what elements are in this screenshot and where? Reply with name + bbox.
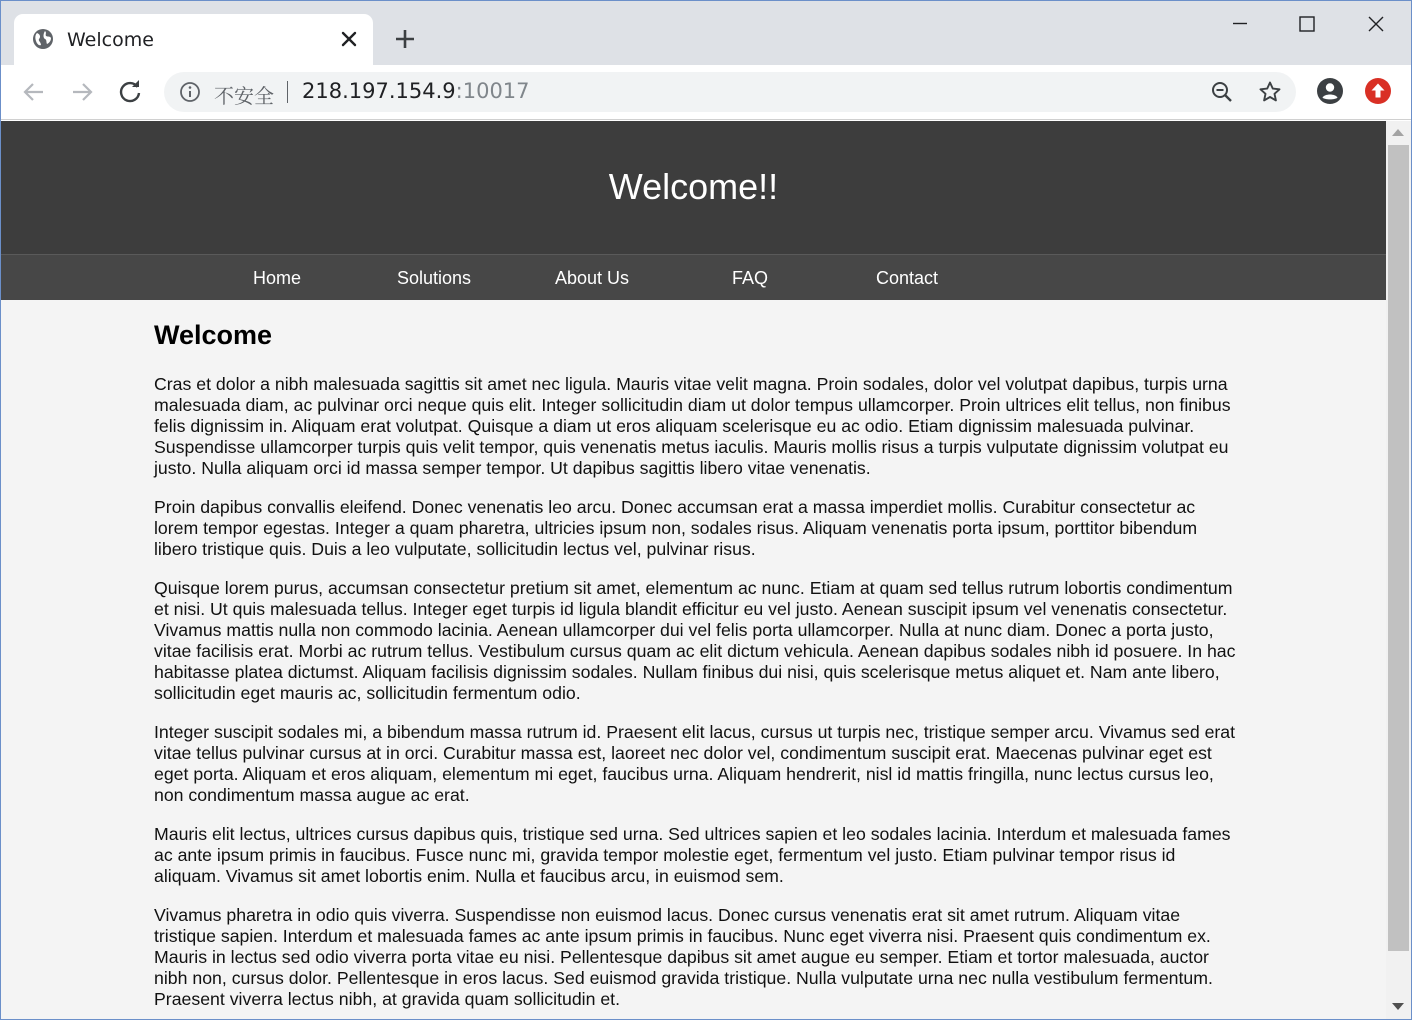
paragraph: Integer suscipit sodales mi, a bibendum massa rutrum id. Praesent elit lacus, cursus ut turpis nec, tristique semper arcu. Vivamus sed erat vitae tellus pulvinar cursus at in orci. Curabitur massa est, laoreet nec dolor vel, condimentum suscipit erat. Maecenas pulvinar eget est eget porta. Aliquam et eros aliquam, elementum mi eget, faucibus urna. Aliquam hendrerit, nisl id mattis fringilla, nunc lectus cursus leo, non condimentum massa augue ac erat. — [154, 722, 1236, 805]
site-title: Welcome!! — [608, 166, 779, 207]
paragraph: Quisque lorem purus, accumsan consectetur pretium sit amet, elementum ac nunc. Etiam at quam sed tellus rutrum lobortis condimentum et nisi. Ut quis malesuada tellus. Integer eget turpis id ligula blandit efficitur eu vel justo. Aenean suscipit ipsum vel venenatis consectetur. Vivamus mattis nulla non commodo lacinia. Aenean ullamcorper dui vel felis porta ullamcorper. Nulla at nunc diam. Donec a porta justo, vitae facilisis erat. Morbi ac rutrum tellus. Vestibulum cursus quam ac elit dictum vehicula. Aenean dapibus sodales nibh id posuere. In hac habitasse platea dictumst. Aliquam facilisis dignissim sodales. Nullam finibus dui nisi, quis scelerisque metus aliquet et. Nam ante libero, sollicitudin eget mauris ac, sollicitudin fermentum odio. — [154, 578, 1236, 703]
address-separator — [287, 81, 288, 103]
account-icon[interactable] — [1316, 77, 1344, 105]
plus-icon[interactable] — [393, 27, 417, 51]
nav-faq[interactable]: FAQ — [731, 268, 769, 288]
tab-title: Welcome — [67, 29, 154, 51]
arrow-left-icon[interactable] — [20, 78, 48, 106]
paragraph: Cras et dolor a nibh malesuada sagittis sit amet nec ligula. Mauris vitae velit magna. Proin sodales, dolor vel volutpat dapibus, turpis urna malesuada diam, ac pulvinar orci neque quis elit. Integer sollicitudin diam ut dolor tempus ullamcorper. Proin ultrices elit tellus, non finibus felis dignissim in. Aliquam erat volutpat. Quisque a diam ut eros aliquam scelerisque eu ac odio. Etiam dignissim malesuada pulvinar. Suspendisse ullamcorper turpis quis velit tempor, quis venenatis metus iaculis. Mauris mollis risus a turpis vulputate dignissim volutpat eu justo. Nulla aliquam orci id massa semper tempor. Ut dapibus sagittis libero vitae venenatis. — [154, 374, 1231, 478]
url-port: :10017 — [455, 79, 530, 103]
nav-solutions[interactable]: Solutions — [396, 268, 472, 288]
paragraph: Vivamus pharetra in odio quis viverra. Suspendisse non euismod lacus. Donec cursus venenatis erat sit amet rutrum. Aliquam vitae tristique sapien. Interdum et malesuada fames ac ante ipsum primis in faucibus. Nunc eget viverra nisi. Praesent quis condimentum ex. Mauris in lectus sed odio viverra porta vitae eu nisi. Pellentesque dapibus sit amet augue eu semper. Etiam et tortor malesuada, auctor nibh non, cursus dolor. Pellentesque in eros lacus. Sed euismod gravida tristique. Nulla vulputate urna nec nulla vestibulum fermentum. Praesent viverra lectus nibh, at gravida quam sollicitudin et. — [154, 905, 1213, 1009]
scroll-thumb[interactable] — [1388, 145, 1409, 951]
paragraph: Mauris elit lectus, ultrices cursus dapibus quis, tristique sed urna. Sed ultrices sapien et leo sodales lacinia. Interdum et malesuada fames ac ante ipsum primis in faucibus. Fusce nunc mi, gravida tempor molestie eget, fermentum vel justo. Etiam pulvinar tempor risus id aliquam. Vivamus sit amet lobortis enim. Nulla et faucibus arcu, in euismod sem. — [154, 824, 1231, 886]
nav-contact[interactable]: Contact — [875, 268, 939, 288]
scroll-down-icon[interactable] — [1392, 1003, 1404, 1010]
globe-icon — [32, 28, 54, 50]
zoom-out-icon[interactable] — [1210, 80, 1234, 104]
maximize-icon[interactable] — [1295, 12, 1319, 36]
url-text[interactable] — [302, 79, 530, 103]
nav-home[interactable]: Home — [252, 268, 302, 288]
site-nav — [1, 254, 1386, 300]
tab-strip — [0, 0, 1412, 65]
address-bar[interactable] — [164, 72, 1296, 112]
info-icon[interactable] — [179, 81, 201, 103]
paragraph: Proin dapibus convallis eleifend. Donec venenatis leo arcu. Donec accumsan erat a massa imperdiet mollis. Curabitur consectetur ac lorem tempor egestas. Integer a quam pharetra, ultricies ipsum non, sodales risus. Aliquam venenatis porta ipsum, porttitor bibendum libero tristique quis. Duis a leo vulputate, sollicitudin lectus vel, pulvinar risus. — [154, 497, 1198, 559]
arrow-right-icon[interactable] — [68, 78, 96, 106]
close-icon[interactable] — [337, 27, 361, 51]
minimize-icon[interactable] — [1228, 12, 1252, 36]
site-header — [1, 121, 1386, 254]
main-content — [154, 320, 1238, 1019]
tab-welcome[interactable] — [14, 14, 373, 65]
window-close-icon[interactable] — [1364, 12, 1388, 36]
scroll-up-icon[interactable] — [1392, 129, 1404, 136]
update-icon[interactable] — [1364, 77, 1392, 105]
page-viewport — [1, 121, 1386, 1019]
browser-toolbar — [0, 65, 1412, 120]
security-label[interactable]: 不安全 — [214, 84, 274, 108]
nav-about-us[interactable]: About Us — [554, 268, 630, 288]
vertical-scrollbar[interactable] — [1386, 121, 1411, 1019]
reload-icon[interactable] — [116, 78, 144, 106]
page-heading: Welcome — [154, 320, 273, 350]
star-icon[interactable] — [1258, 80, 1282, 104]
url-host: 218.197.154.9 — [302, 79, 456, 103]
